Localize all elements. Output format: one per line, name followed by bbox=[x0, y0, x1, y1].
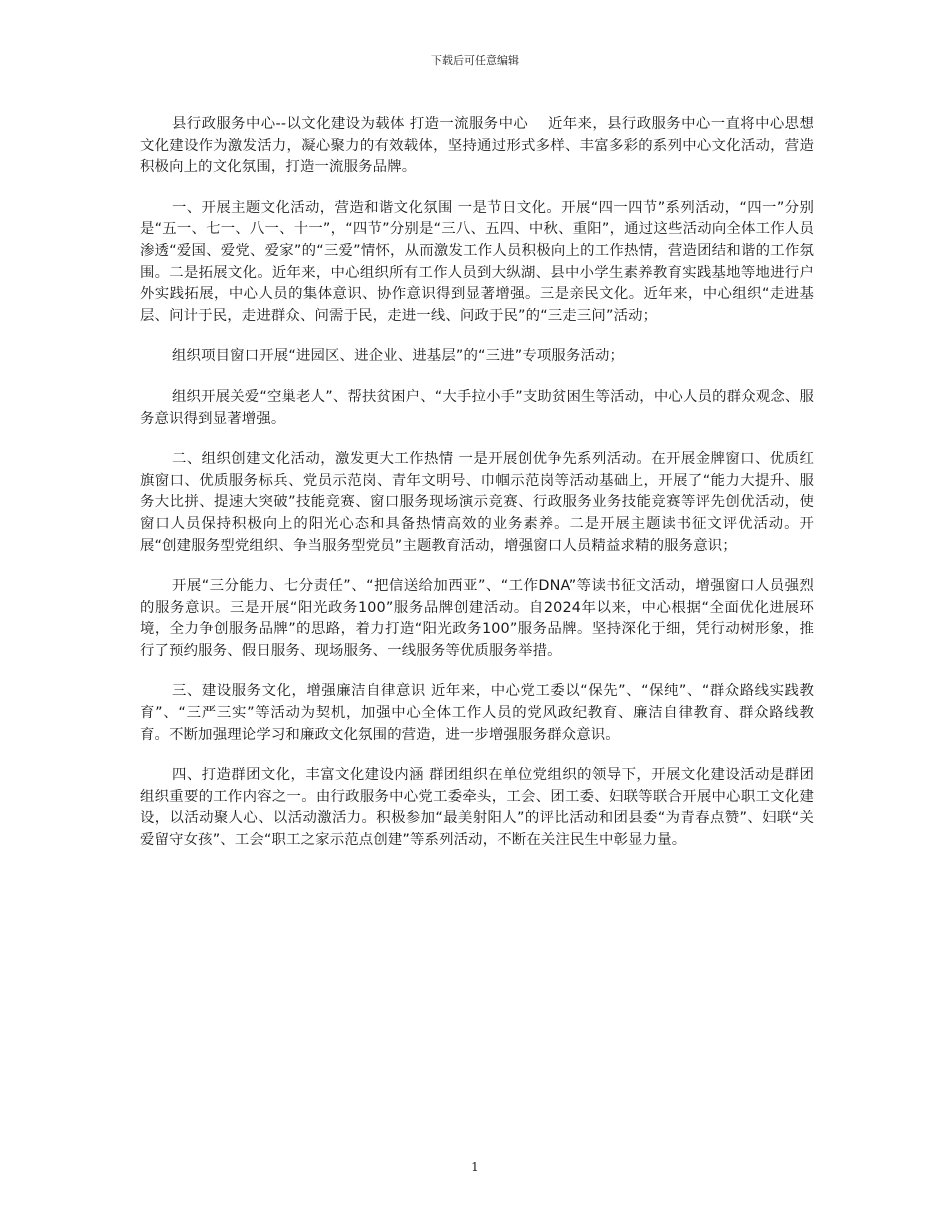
intro-paragraph: 县行政服务中心--以文化建设为载体 打造一流服务中心 近年来，县行政服务中心一直将中心思想文化建设作为激发活力，凝心聚力的有效载体，坚持通过形式多样、丰富多彩的系列中心文化活动，营造积极向上的文化氛围，打造一流服务品牌。 bbox=[140, 116, 814, 176]
page-number: 1 bbox=[471, 1160, 479, 1174]
section-one-paragraph: 一、开展主题文化活动，营造和谐文化氛围 一是节日文化。开展“四一四节”系列活动，“四一”分别是“五一、七一、八一、十一”，“四节”分别是“三八、五四、中秋、重阳”，通过这些活动向全体工作人员渗透“爱国、爱党、爱家”的“三爱”情怀，从而激发工作人员积极向上的工作热情，营造团结和谐的工作氛围。二是拓展文化。近年来，中心组织所有工作人员到大纵湖、县中小学生素养教育实践基地等地进行户外实践拓展，中心人员的集体意识、协作意识得到显著增强。三是亲民文化。近年来，中心组织“走进基层、问计于民，走进群众、问需于民，走进一线、问政于民”的“三走三问”活动； bbox=[140, 199, 814, 324]
page-header: 下载后可任意编辑 bbox=[431, 54, 519, 67]
section-two-paragraph: 二、组织创建文化活动，激发更大工作热情 一是开展创优争先系列活动。在开展金牌窗口、优质红旗窗口、优质服务标兵、党员示范岗、青年文明号、巾帼示范岗等活动基础上，开展了“能力大提升、服务大比拼、提速大突破”技能竞赛、窗口服务现场演示竞赛、行政服务业务技能竞赛等评先创优活动，使窗口人员保持积极向上的阳光心态和具备热情高效的业务素养。二是开展主题读书征文评优活动。开展“创建服务型党组织、争当服务型党员”主题教育活动，增强窗口人员精益求精的服务意识； bbox=[140, 451, 814, 554]
document-body bbox=[140, 114, 814, 871]
section-one-care-paragraph: 组织开展关爱“空巢老人”、帮扶贫困户、“大手拉小手”支助贫困生等活动，中心人员的群众观念、服务意识得到显著增强。 bbox=[140, 388, 814, 427]
section-two-reading-paragraph: 开展“三分能力、七分责任”、“把信送给加西亚”、“工作DNA”等读书征文活动，增强窗口人员强烈的服务意识。三是开展“阳光政务100”服务品牌创建活动。自2024年以来，中心根据“全面优化进展环境，全力争创服务品牌”的思路，着力打造“阳光政务100”服务品牌。坚持深化于细，凭行动树形象，推行了预约服务、假日服务、现场服务、一线服务等优质服务举措。 bbox=[140, 578, 814, 659]
section-one-item-paragraph: 组织项目窗口开展“进园区、进企业、进基层”的“三进”专项服务活动； bbox=[172, 348, 625, 365]
section-three-paragraph: 三、建设服务文化，增强廉洁自律意识 近年来，中心党工委以“保先”、“保纯”、“群众路线实践教育”、“三严三实”等活动为契机，加强中心全体工作人员的党风政纪教育、廉洁自律教育、群众路线教育。不断加强理论学习和廉政文化氛围的营造，进一步增强服务群众意识。 bbox=[140, 683, 814, 743]
section-four-paragraph: 四、打造群团文化，丰富文化建设内涵 群团组织在单位党组织的领导下，开展文化建设活动是群团组织重要的工作内容之一。由行政服务中心党工委牵头，工会、团工委、妇联等联合开展中心职工文化建设，以活动聚人心、以活动激活力。积极参加“最美射阳人”的评比活动和团县委“为青春点赞”、妇联“关爱留守女孩”、工会“职工之家示范点创建”等系列活动，不断在关注民生中彰显力量。 bbox=[140, 767, 814, 849]
